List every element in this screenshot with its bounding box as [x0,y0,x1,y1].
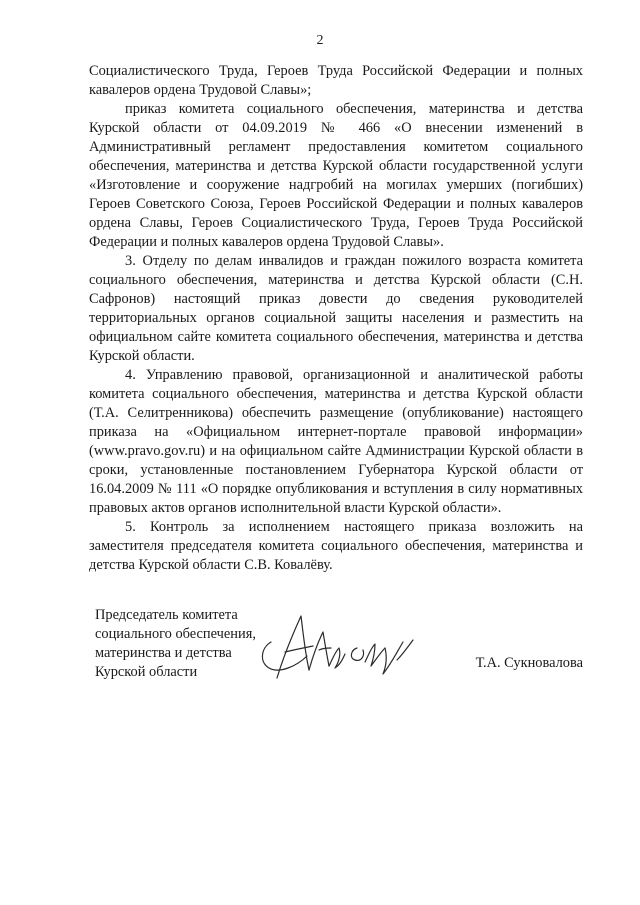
paragraph-item-3: 3. Отделу по делам инвалидов и граждан пожилого возраста комитета социального обеспечения, материнства и детства Курской области (С.Н. Сафронов) настоящий приказ довести до сведения руководителей территориальных органов социальной защиты населения и разместить на официальном сайте комитета социального обеспечения, материнства и детства Курской области. [89,253,583,364]
signatory-title-line: социального обеспечения, [95,626,256,642]
signatory-title-line: Председатель комитета [95,607,238,623]
page-number: 2 [316,33,324,48]
signature-block [89,606,583,686]
paragraph-order-reference: приказ комитета социального обеспечения, материнства и детства Курской области от 04.09.2019 № 466 «О внесении изменений в Административный регламент предоставления комитетом социального обеспечения, материнства и детства Курской области государственной услуги «Изготовление и сооружение надгробий на могилах умерших (погибших) Героев Советского Союза, Героев Российской Федерации и полных кавалеров ордена Славы, Героев Социалистического Труда, Героев Труда Российской Федерации и полных кавалеров ордена Трудовой Славы». [89,101,583,250]
signatory-name: Т.А. Сукновалова [475,655,583,671]
paragraph-item-5: 5. Контроль за исполнением настоящего приказа возложить на заместителя председателя комитета социального обеспечения, материнства и детства Курской области С.В. Ковалёву. [89,519,583,573]
document-body [89,62,583,575]
signatory-title-line: материнства и детства [95,645,232,661]
paragraph-continuation: Социалистического Труда, Героев Труда Российской Федерации и полных кавалеров ордена Трудовой Славы»; [89,63,583,98]
handwritten-signature [257,608,427,684]
paragraph-item-4: 4. Управлению правовой, организационной и аналитической работы комитета социального обеспечения, материнства и детства Курской области (Т.А. Селитренникова) обеспечить размещение (опубликование) настоящего приказа на «Официальном интернет-портале правовой информации» (www.pravo.gov.ru) и на официальном сайте Администрации Курской области в сроки, установленные постановлением Губернатора Курской области от 16.04.2009 № 111 «О порядке опубликования и вступления в силу нормативных правовых актов органов исполнительной власти Курской области». [89,367,583,516]
signatory-title-line: Курской области [95,664,198,680]
